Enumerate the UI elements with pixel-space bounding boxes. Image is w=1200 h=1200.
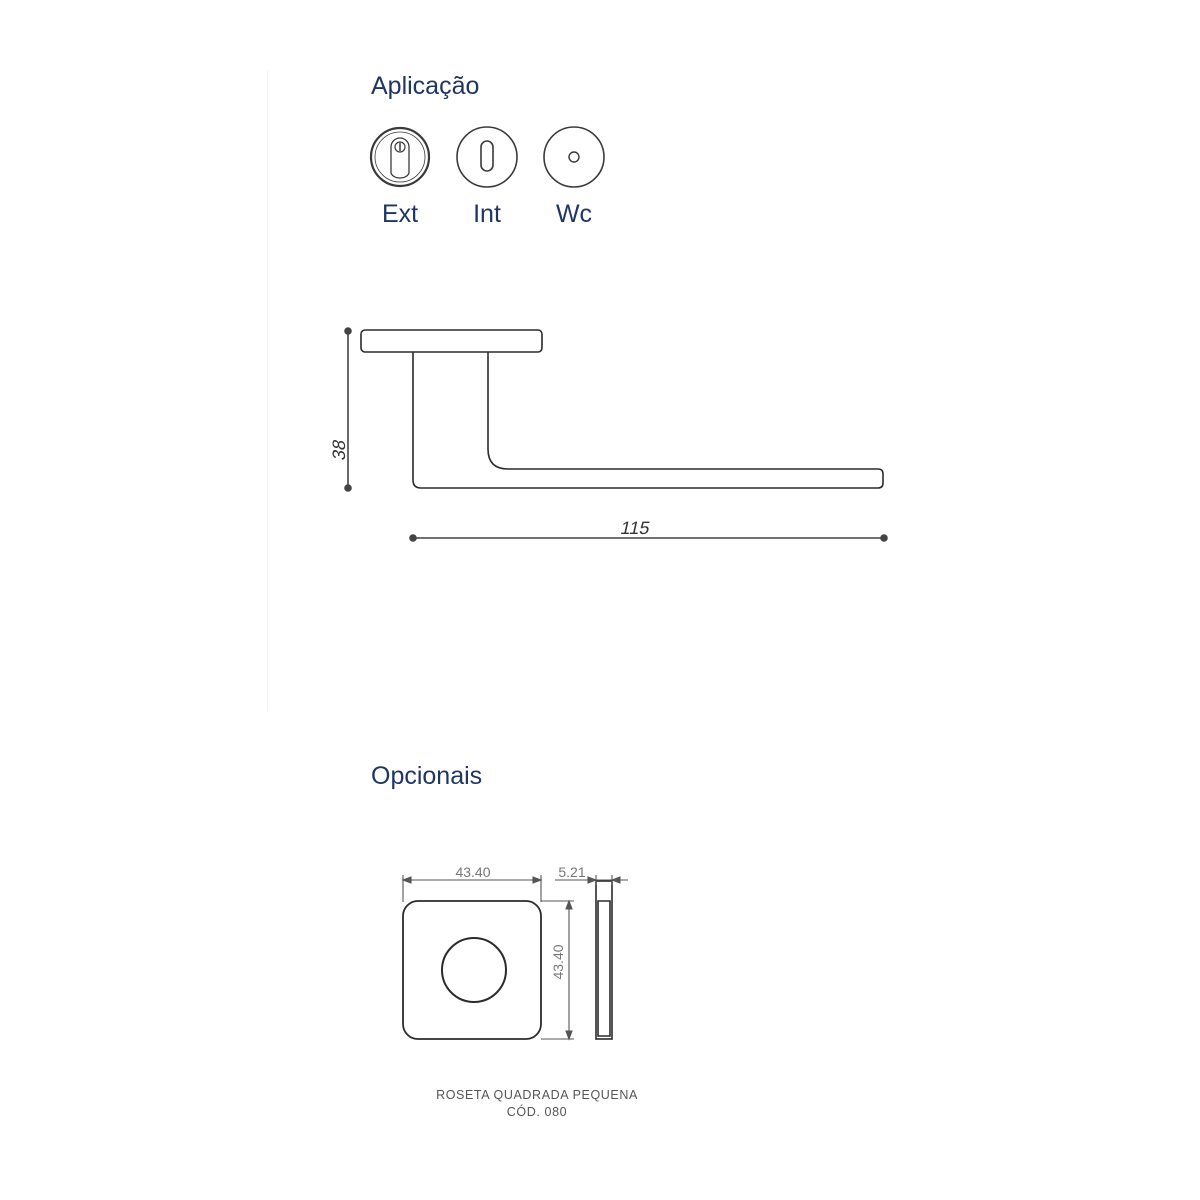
keyhole-slot-icon — [457, 127, 517, 187]
square-rosette-side — [596, 881, 612, 1039]
length-dimension-label: 115 — [618, 518, 652, 538]
privacy-dot-icon — [544, 127, 604, 187]
optional-section-title: Opcionais — [371, 762, 483, 790]
rosette-width-label: 43.40 — [455, 864, 491, 880]
application-label-ext: Ext — [381, 200, 419, 228]
height-dimension-line — [345, 328, 351, 491]
cylinder-lock-icon — [371, 128, 429, 186]
rosette-depth-label: 5.21 — [558, 864, 586, 880]
application-section-title: Aplicação — [371, 72, 480, 100]
rosette-caption-code: CÓD. 080 — [506, 1105, 568, 1119]
application-label-int: Int — [473, 200, 501, 228]
rosette-caption-name: ROSETA QUADRADA PEQUENA — [436, 1088, 638, 1102]
height-dimension-label: 38 — [329, 437, 349, 462]
lever-handle-outline — [361, 330, 883, 488]
rosette-height-label: 43.40 — [550, 944, 566, 980]
application-label-wc: Wc — [555, 200, 593, 228]
length-dimension-line — [410, 535, 887, 541]
square-rosette-front — [403, 901, 541, 1039]
